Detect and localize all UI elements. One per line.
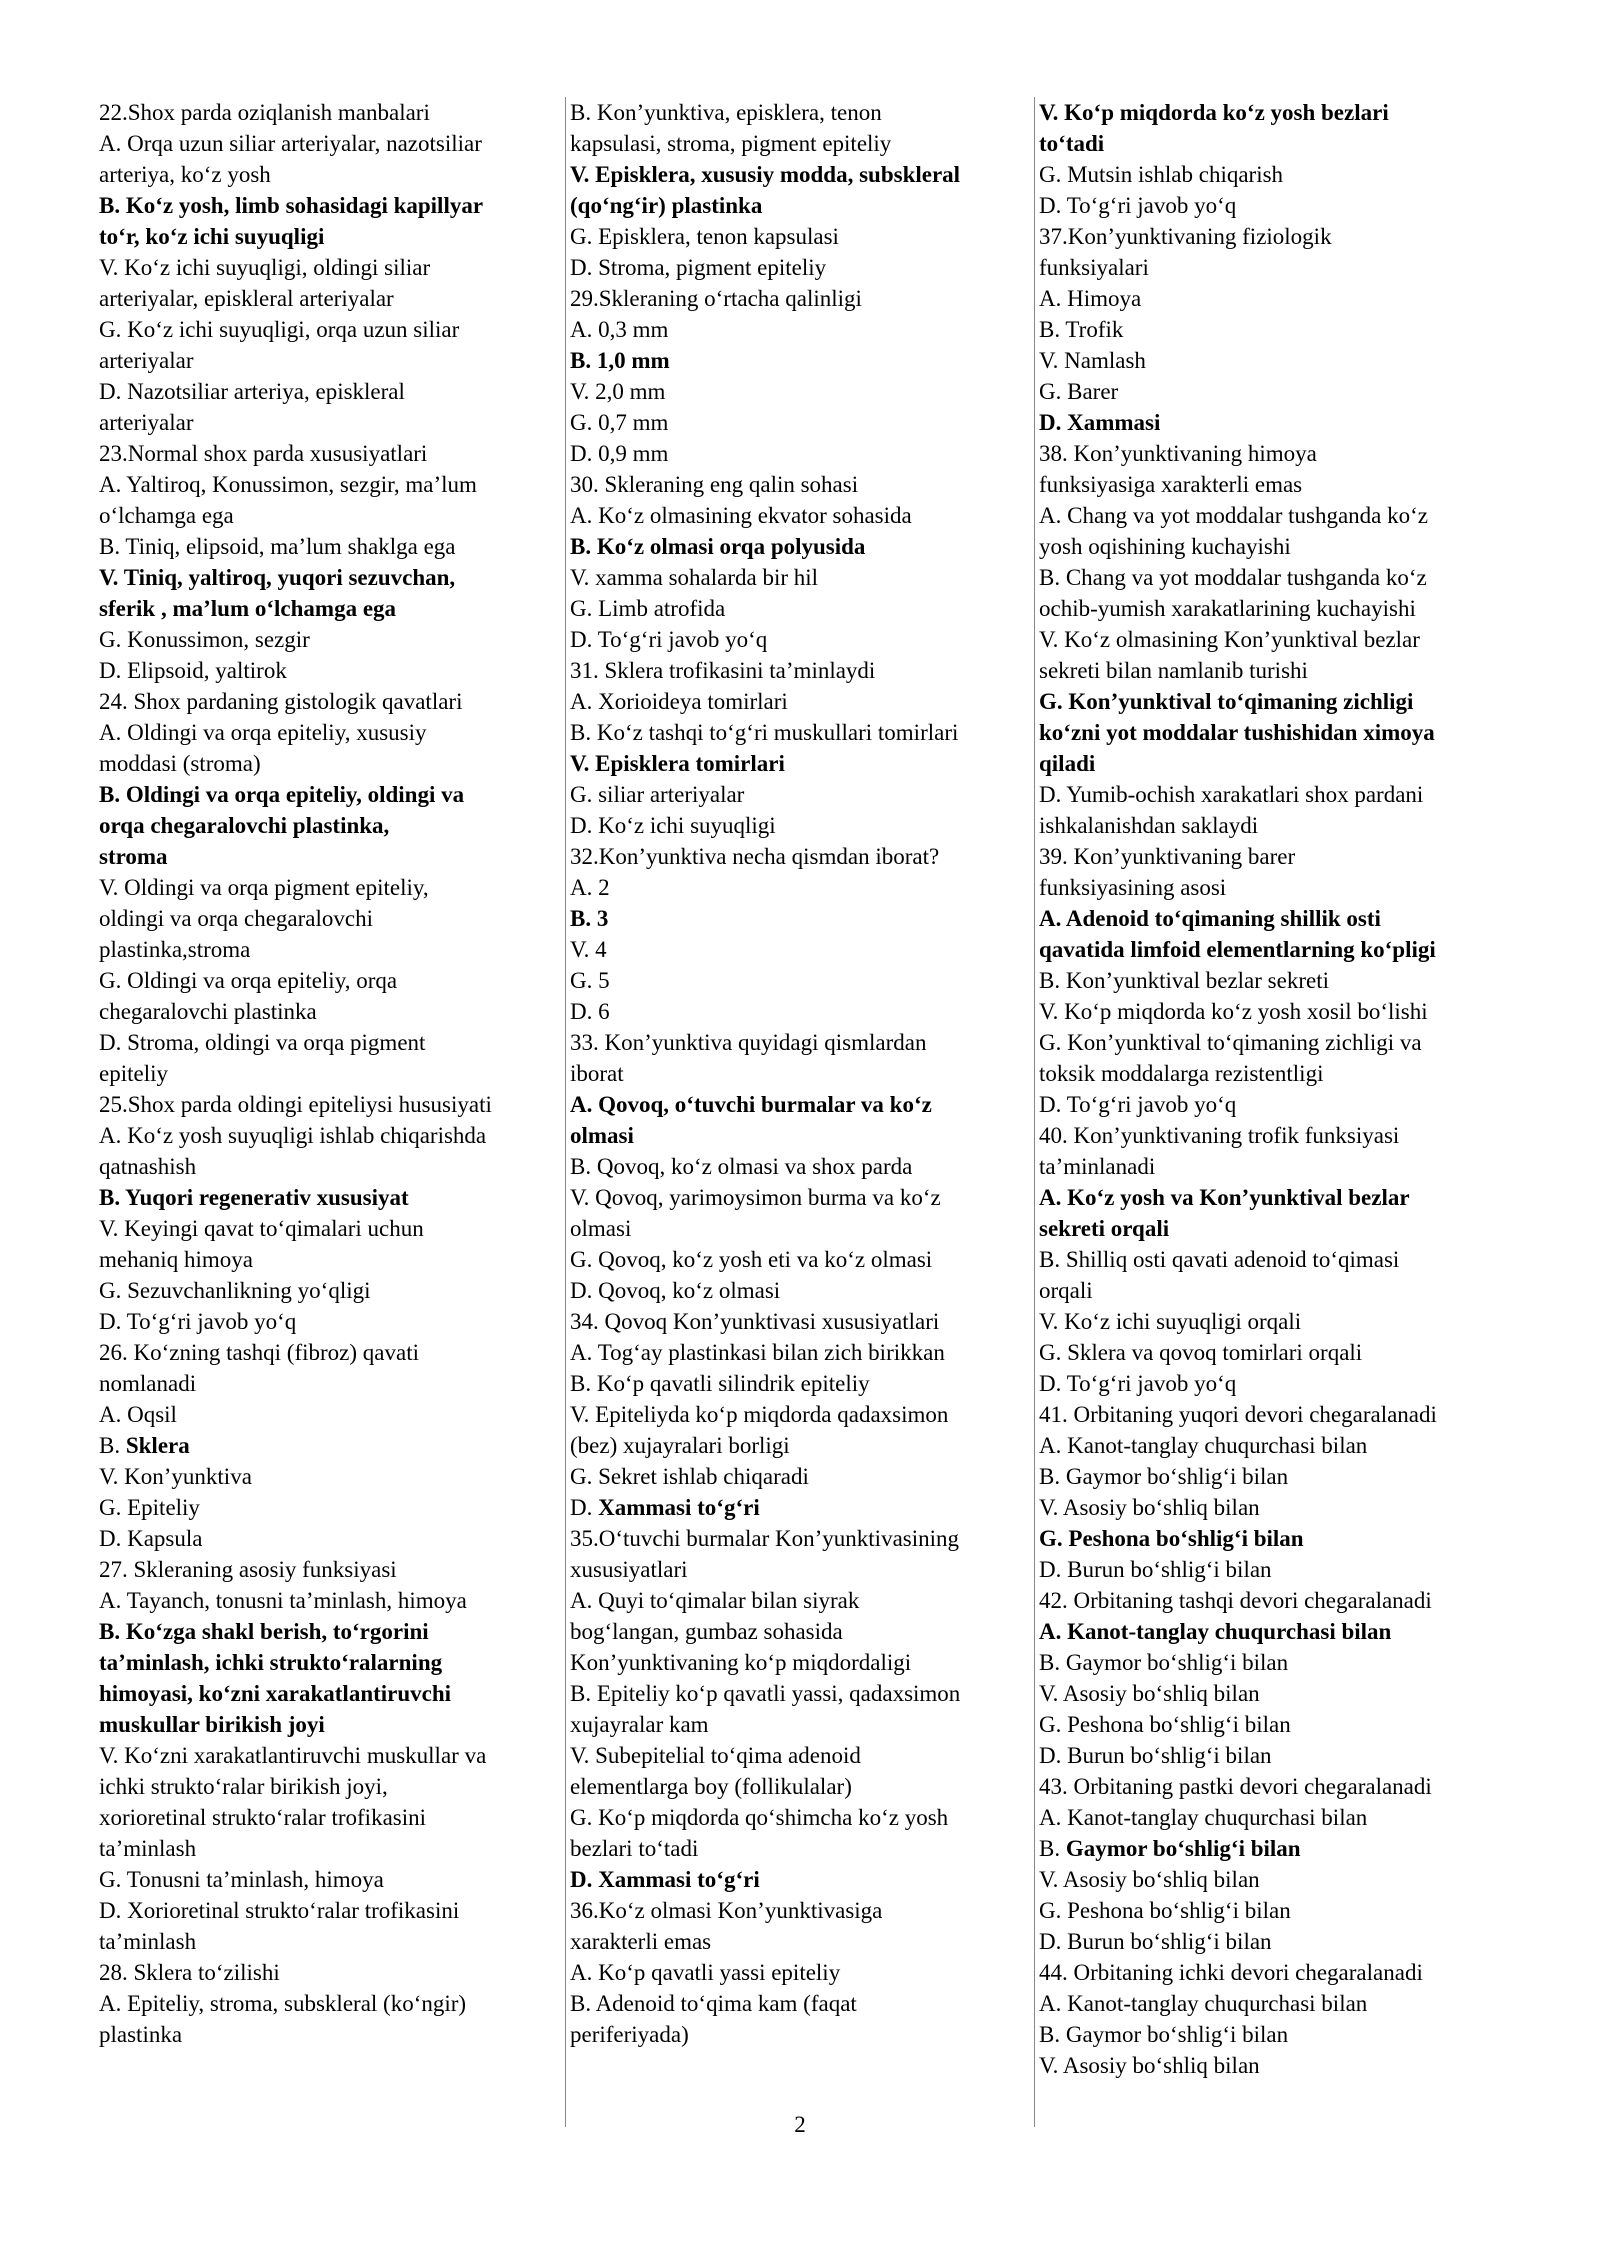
text-line: A. 2: [570, 875, 610, 900]
text-line: sekreti bilan namlanib turishi: [1039, 658, 1308, 683]
text-line: [99, 1430, 561, 1461]
text-line: D. Toʻgʻri javob yoʻq: [1039, 1371, 1237, 1396]
text-line: G. Qovoq, koʻz yosh eti va koʻz olmasi: [570, 1247, 933, 1272]
text-line: B. Chang va yot moddalar tushganda koʻz: [1039, 565, 1427, 590]
text-line: D. Xammasi toʻgʻri: [570, 1867, 760, 1892]
text-line: mehaniq himoya: [99, 1247, 253, 1272]
text-line: qiladi: [1039, 751, 1096, 776]
text-line: 28. Sklera toʻzilishi: [99, 1960, 280, 1985]
text-line: D. Xorioretinal struktoʻralar trofikasini: [99, 1898, 460, 1923]
text-line: B. Koʻz olmasi orqa polyusida: [570, 534, 866, 559]
text-line: A. Koʻp qavatli yassi epiteliy: [570, 1960, 841, 1985]
text-line: 34. Qovoq Kon’yunktivasi xususiyatlari: [570, 1309, 940, 1334]
text-line: arteriyalar: [99, 410, 194, 435]
text-line: V. Koʻz ichi suyuqligi, oldingi siliar: [99, 255, 431, 280]
text-line: A. Kanot-tanglay chuqurchasi bilan: [1039, 1619, 1392, 1644]
text-line: A. Kanot-tanglay chuqurchasi bilan: [1039, 1991, 1368, 2016]
text-line: 24. Shox pardaning gistologik qavatlari: [99, 689, 463, 714]
text-line: xorioretinal struktoʻralar trofikasini: [99, 1805, 427, 1830]
text-line: koʻzni yot moddalar tushishidan ximoya: [1039, 720, 1435, 745]
text-line: G. Mutsin ishlab chiqarish: [1039, 162, 1284, 187]
text-line: [570, 1492, 1030, 1523]
text-line: (bez) xujayralari borligi: [570, 1433, 790, 1458]
text-line: A. Yaltiroq, Konussimon, sezgir, ma’lum: [99, 472, 477, 497]
text-line: himoyasi, koʻzni xarakatlantiruvchi: [99, 1681, 452, 1706]
text-line: A. Togʻay plastinkasi bilan zich birikkan: [570, 1340, 945, 1365]
answer-prefix: D.: [570, 1495, 599, 1520]
column-2: [565, 97, 1035, 2127]
text-line: xarakterli emas: [570, 1929, 712, 1954]
text-line: bogʻlangan, gumbaz sohasida: [570, 1619, 843, 1644]
text-line: V. Koʻzni xarakatlantiruvchi muskullar va: [99, 1743, 487, 1768]
answer-text: Sklera: [125, 1433, 190, 1458]
text-line: (qoʻngʻir) plastinka: [570, 193, 763, 218]
text-line: D. Qovoq, koʻz olmasi: [570, 1278, 781, 1303]
text-line: D. Stroma, pigment epiteliy: [570, 255, 827, 280]
column-1: [95, 97, 565, 2127]
text-line: B. 1,0 mm: [570, 348, 670, 373]
text-line: V. Subepitelial toʻqima adenoid: [570, 1743, 861, 1768]
text-line: qatnashish: [99, 1154, 197, 1179]
text-line: oʻlchamga ega: [99, 503, 234, 528]
text-line: V. Asosiy boʻshliq bilan: [1039, 1495, 1260, 1520]
text-line: muskullar birikish joyi: [99, 1712, 325, 1737]
text-line: G. Koʻp miqdorda qoʻshimcha koʻz yosh: [570, 1805, 949, 1830]
text-line: A. Koʻz yosh suyuqligi ishlab chiqarishda: [99, 1123, 487, 1148]
text-line: B. Koʻp qavatli silindrik epiteliy: [570, 1371, 870, 1396]
text-line: G. 5: [570, 968, 610, 993]
text-line: 30. Skleraning eng qalin sohasi: [570, 472, 859, 497]
text-line: nomlanadi: [99, 1371, 197, 1396]
text-line: G. Oldingi va orqa epiteliy, orqa: [99, 968, 398, 993]
text-line: Kon’yunktivaning koʻp miqdordaligi: [570, 1650, 912, 1675]
text-line: arteriyalar: [99, 348, 194, 373]
text-line: toʻr, koʻz ichi suyuqligi: [99, 224, 325, 249]
text-line: G. Koʻz ichi suyuqligi, orqa uzun siliar: [99, 317, 460, 342]
text-line: ta’minlash: [99, 1929, 197, 1954]
text-line: D. Xammasi: [1039, 410, 1161, 435]
text-line: V. Tiniq, yaltiroq, yuqori sezuvchan,: [99, 565, 456, 590]
text-line: 33. Kon’yunktiva quyidagi qismlardan: [570, 1030, 927, 1055]
text-line: B. Trofik: [1039, 317, 1124, 342]
text-line: 43. Orbitaning pastki devori chegaralanadi: [1039, 1774, 1432, 1799]
text-line: V. 4: [570, 937, 607, 962]
answer-prefix: B.: [1039, 1836, 1066, 1861]
text-line: funksiyalari: [1039, 255, 1149, 280]
text-line: V. Koʻz ichi suyuqligi orqali: [1039, 1309, 1302, 1334]
text-line: qavatida limfoid elementlarning koʻpligi: [1039, 937, 1436, 962]
text-line: funksiyasiga xarakterli emas: [1039, 472, 1303, 497]
text-line: G. Peshona boʻshligʻi bilan: [1039, 1712, 1291, 1737]
text-line: 44. Orbitaning ichki devori chegaralanadi: [1039, 1960, 1423, 1985]
text-line: A. Quyi toʻqimalar bilan siyrak: [570, 1588, 860, 1613]
text-line: B. Gaymor boʻshligʻi bilan: [1039, 1464, 1289, 1489]
text-line: ta’minlash: [99, 1836, 197, 1861]
text-line: elementlarga boy (follikulalar): [570, 1774, 852, 1799]
text-line: [1039, 1833, 1511, 1864]
text-line: xujayralar kam: [570, 1712, 709, 1737]
text-line: D. Burun boʻshligʻi bilan: [1039, 1743, 1272, 1768]
text-line: D. Kapsula: [99, 1526, 203, 1551]
text-line: A. Tayanch, tonusni ta’minlash, himoya: [99, 1588, 467, 1613]
text-line: G. Episklera, tenon kapsulasi: [570, 224, 839, 249]
text-line: B. Qovoq, koʻz olmasi va shox parda: [570, 1154, 913, 1179]
answer-text: Gaymor boʻshligʻi bilan: [1065, 1836, 1301, 1861]
text-line: B. Koʻz yosh, limb sohasidagi kapillyar: [99, 193, 484, 218]
text-line: D. Toʻgʻri javob yoʻq: [570, 627, 768, 652]
text-line: 37.Kon’yunktivaning fiziologik: [1039, 224, 1332, 249]
text-line: 22.Shox parda oziqlanish manbalari: [99, 100, 430, 125]
text-line: iborat: [570, 1061, 624, 1086]
text-line: G. Limb atrofida: [570, 596, 726, 621]
text-line: G. Sekret ishlab chiqaradi: [570, 1464, 809, 1489]
text-line: V. Episklera, xususiy modda, subskleral: [570, 162, 961, 187]
text-line: V. Asosiy boʻshliq bilan: [1039, 1867, 1260, 1892]
text-line: 26. Koʻzning tashqi (fibroz) qavati: [99, 1340, 419, 1365]
text-line: olmasi: [570, 1216, 632, 1241]
text-line: B. Epiteliy koʻp qavatli yassi, qadaxsimon: [570, 1681, 961, 1706]
text-line: chegaralovchi plastinka: [99, 999, 317, 1024]
text-line: G. Peshona boʻshligʻi bilan: [1039, 1898, 1291, 1923]
text-line: olmasi: [570, 1123, 634, 1148]
text-line: arteriyalar, episkleral arteriyalar: [99, 286, 394, 311]
text-line: V. Episklera tomirlari: [570, 751, 785, 776]
text-line: A. Kanot-tanglay chuqurchasi bilan: [1039, 1805, 1368, 1830]
text-line: kapsulasi, stroma, pigment epiteliy: [570, 131, 892, 156]
text-line: G. Peshona boʻshligʻi bilan: [1039, 1526, 1304, 1551]
text-line: A. Oldingi va orqa epiteliy, xususiy: [99, 720, 427, 745]
column-3: [1035, 97, 1515, 2127]
text-line: 40. Kon’yunktivaning trofik funksiyasi: [1039, 1123, 1400, 1148]
text-line: 29.Skleraning oʻrtacha qalinligi: [570, 286, 862, 311]
text-line: stroma: [99, 844, 168, 869]
answer-prefix: B.: [99, 1433, 126, 1458]
text-line: orqa chegaralovchi plastinka,: [99, 813, 390, 838]
text-line: B. Oldingi va orqa epiteliy, oldingi va: [99, 782, 465, 807]
text-line: 23.Normal shox parda xususiyatlari: [99, 441, 428, 466]
text-line: A. Koʻz olmasining ekvator sohasida: [570, 503, 912, 528]
text-line: toʻtadi: [1039, 131, 1105, 156]
text-line: D. Yumib-ochish xarakatlari shox pardani: [1039, 782, 1424, 807]
text-line: G. Epiteliy: [99, 1495, 200, 1520]
text-line: D. Elipsoid, yaltirok: [99, 658, 287, 683]
text-line: A. Kanot-tanglay chuqurchasi bilan: [1039, 1433, 1368, 1458]
text-line: A. Chang va yot moddalar tushganda koʻz: [1039, 503, 1428, 528]
text-line: 27. Skleraning asosiy funksiyasi: [99, 1557, 397, 1582]
text-line: V. Asosiy boʻshliq bilan: [1039, 2053, 1260, 2078]
text-line: 25.Shox parda oldingi epiteliysi hususiyati: [99, 1092, 492, 1117]
text-line: A. Xorioideya tomirlari: [570, 689, 788, 714]
text-line: bezlari toʻtadi: [570, 1836, 699, 1861]
text-line: V. Kon’yunktiva: [99, 1464, 252, 1489]
text-line: B. Gaymor boʻshligʻi bilan: [1039, 2022, 1289, 2047]
text-line: B. Gaymor boʻshligʻi bilan: [1039, 1650, 1289, 1675]
text-line: epiteliy: [99, 1061, 168, 1086]
text-line: 42. Orbitaning tashqi devori chegaralanadi: [1039, 1588, 1432, 1613]
text-line: V. Keyingi qavat toʻqimalari uchun: [99, 1216, 424, 1241]
text-line: plastinka,stroma: [99, 937, 251, 962]
text-line: funksiyasining asosi: [1039, 875, 1227, 900]
text-line: A. Oqsil: [99, 1402, 177, 1427]
text-line: D. 6: [570, 999, 610, 1024]
text-line: toksik moddalarga rezistentligi: [1039, 1061, 1324, 1086]
text-line: 41. Orbitaning yuqori devori chegaralanadi: [1039, 1402, 1437, 1427]
text-line: D. Toʻgʻri javob yoʻq: [1039, 193, 1237, 218]
text-line: B. Shilliq osti qavati adenoid toʻqimasi: [1039, 1247, 1400, 1272]
text-line: G. Sklera va qovoq tomirlari orqali: [1039, 1340, 1363, 1365]
text-line: ta’minlanadi: [1039, 1154, 1156, 1179]
text-columns: [95, 97, 1515, 2127]
text-line: B. Adenoid toʻqima kam (faqat: [570, 1991, 857, 2016]
text-line: B. 3: [570, 906, 609, 931]
text-line: 38. Kon’yunktivaning himoya: [1039, 441, 1317, 466]
text-line: B. Koʻzga shakl berish, toʻrgorini: [99, 1619, 429, 1644]
text-line: oldingi va orqa chegaralovchi: [99, 906, 373, 931]
text-line: 39. Kon’yunktivaning barer: [1039, 844, 1296, 869]
text-line: G. siliar arteriyalar: [570, 782, 745, 807]
text-line: A. Adenoid toʻqimaning shillik osti: [1039, 906, 1381, 931]
text-line: A. 0,3 mm: [570, 317, 669, 342]
text-line: xususiyatlari: [570, 1557, 688, 1582]
text-line: B. Kon’yunktiva, episklera, tenon: [570, 100, 882, 125]
text-line: V. Qovoq, yarimoysimon burma va koʻz: [570, 1185, 941, 1210]
text-line: A. Qovoq, oʻtuvchi burmalar va koʻz: [570, 1092, 932, 1117]
text-line: ochib-yumish xarakatlarining kuchayishi: [1039, 596, 1416, 621]
text-line: yosh oqishining kuchayishi: [1039, 534, 1291, 559]
text-line: D. Koʻz ichi suyuqligi: [570, 813, 776, 838]
text-line: G. Sezuvchanlikning yoʻqligi: [99, 1278, 371, 1303]
text-line: V. Koʻp miqdorda koʻz yosh bezlari: [1039, 100, 1389, 125]
text-line: 32.Kon’yunktiva necha qismdan iborat?: [570, 844, 940, 869]
text-line: V. 2,0 mm: [570, 379, 666, 404]
text-line: G. Kon’yunktival toʻqimaning zichligi va: [1039, 1030, 1422, 1055]
text-line: B. Kon’yunktival bezlar sekreti: [1039, 968, 1329, 993]
text-line: 35.Oʻtuvchi burmalar Kon’yunktivasining: [570, 1526, 960, 1551]
text-line: G. 0,7 mm: [570, 410, 669, 435]
text-line: V. Asosiy boʻshliq bilan: [1039, 1681, 1260, 1706]
text-line: G. Barer: [1039, 379, 1119, 404]
text-line: plastinka: [99, 2022, 183, 2047]
text-line: orqali: [1039, 1278, 1093, 1303]
text-line: D. 0,9 mm: [570, 441, 669, 466]
text-line: ichki struktoʻralar birikish joyi,: [99, 1774, 388, 1799]
text-line: V. xamma sohalarda bir hil: [570, 565, 819, 590]
text-line: B. Tiniq, elipsoid, ma’lum shaklga ega: [99, 534, 456, 559]
text-line: A. Epiteliy, stroma, subskleral (koʻngir): [99, 1991, 467, 2016]
text-line: 31. Sklera trofikasini ta’minlaydi: [570, 658, 876, 683]
text-line: D. Toʻgʻri javob yoʻq: [1039, 1092, 1237, 1117]
text-line: A. Orqa uzun siliar arteriyalar, nazotsiliar: [99, 131, 482, 156]
text-line: V. Koʻp miqdorda koʻz yosh xosil boʻlishi: [1039, 999, 1428, 1024]
text-line: D. Toʻgʻri javob yoʻq: [99, 1309, 297, 1334]
text-line: periferiyada): [570, 2022, 689, 2047]
text-line: 36.Koʻz olmasi Kon’yunktivasiga: [570, 1898, 883, 1923]
page-number: 2: [794, 2112, 806, 2137]
text-line: D. Stroma, oldingi va orqa pigment: [99, 1030, 426, 1055]
text-line: D. Nazotsiliar arteriya, episkleral: [99, 379, 405, 404]
text-line: D. Burun boʻshligʻi bilan: [1039, 1929, 1272, 1954]
text-line: G. Kon’yunktival toʻqimaning zichligi: [1039, 689, 1414, 714]
text-line: sferik , ma’lum oʻlchamga ega: [99, 596, 397, 621]
text-line: V. Namlash: [1039, 348, 1146, 373]
text-line: B. Koʻz tashqi toʻgʻri muskullari tomirlari: [570, 720, 959, 745]
answer-text: Xammasi toʻgʻri: [598, 1495, 760, 1520]
text-line: ta’minlash, ichki struktoʻralarning: [99, 1650, 443, 1675]
text-line: A. Himoya: [1039, 286, 1142, 311]
text-line: B. Yuqori regenerativ xususiyat: [99, 1185, 409, 1210]
text-line: ishkalanishdan saklaydi: [1039, 813, 1259, 838]
text-line: arteriya, koʻz yosh: [99, 162, 271, 187]
text-line: sekreti orqali: [1039, 1216, 1170, 1241]
text-line: moddasi (stroma): [99, 751, 261, 776]
text-line: V. Oldingi va orqa pigment epiteliy,: [99, 875, 429, 900]
text-line: G. Tonusni ta’minlash, himoya: [99, 1867, 384, 1892]
text-line: V. Koʻz olmasining Kon’yunktival bezlar: [1039, 627, 1420, 652]
text-line: D. Burun boʻshligʻi bilan: [1039, 1557, 1272, 1582]
text-line: A. Koʻz yosh va Kon’yunktival bezlar: [1039, 1185, 1410, 1210]
text-line: V. Epiteliyda koʻp miqdorda qadaxsimon: [570, 1402, 949, 1427]
text-line: G. Konussimon, sezgir: [99, 627, 310, 652]
